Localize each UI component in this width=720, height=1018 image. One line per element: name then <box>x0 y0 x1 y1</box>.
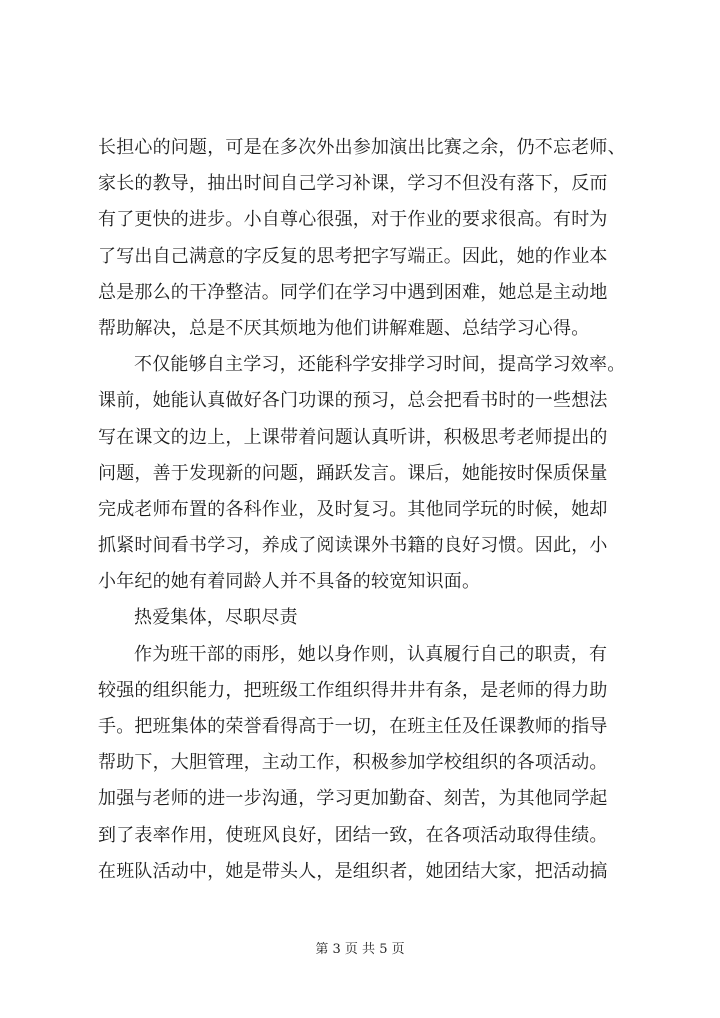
heading-line: 热爱集体，尽职尽责 <box>134 607 298 629</box>
text-line: 总是那么的干净整洁。同学们在学习中遇到困难，她总是主动地 <box>98 281 608 303</box>
text-line: 问题，善于发现新的问题，踊跃发言。课后，她能按时保质保量 <box>98 462 608 484</box>
text-line: 了写出自己满意的字反复的思考把字写端正。因此，她的作业本 <box>98 245 608 267</box>
text-line: 抓紧时间看书学习，养成了阅读课外书籍的良好习惯。因此，小 <box>98 535 608 557</box>
text-line: 帮助解决，总是不厌其烦地为他们讲解难题、总结学习心得。 <box>98 317 590 339</box>
paragraph-1 <box>98 130 638 347</box>
paragraph-2 <box>98 347 638 600</box>
page-number-footer: 第 3 页 共 5 页 <box>315 942 405 957</box>
text-line: 有了更快的进步。小自尊心很强，对于作业的要求很高。有时为 <box>98 209 608 231</box>
text-line: 长担心的问题，可是在多次外出参加演出比赛之余，仍不忘老师、 <box>98 137 626 158</box>
text-line: 小年纪的她有着同龄人并不具备的较宽知识面。 <box>98 571 481 593</box>
text-line: 较强的组织能力，把班级工作组织得井井有条，是老师的得力助 <box>98 679 608 701</box>
text-line: 写在课文的边上，上课带着问题认真听讲，积极思考老师提出的 <box>98 426 608 448</box>
text-line: 在班队活动中，她是带头人，是组织者，她团结大家，把活动搞 <box>98 860 608 882</box>
text-line: 完成老师布置的各科作业，及时复习。其他同学玩的时候，她却 <box>98 498 608 520</box>
paragraph-3 <box>98 637 638 890</box>
text-line: 到了表率作用，使班风良好，团结一致，在各项活动取得佳绩。 <box>98 824 608 846</box>
text-line: 不仅能够自主学习，还能科学安排学习时间，提高学习效率。 <box>134 354 626 376</box>
text-line: 加强与老师的进一步沟通，学习更加勤奋、刻苦，为其他同学起 <box>98 788 608 810</box>
text-line: 作为班干部的雨彤，她以身作则，认真履行自己的职责，有 <box>134 643 608 665</box>
document-body <box>98 130 638 890</box>
text-line: 手。把班集体的荣誉看得高于一切，在班主任及任课教师的指导 <box>98 716 608 737</box>
section-heading <box>98 600 638 636</box>
text-line: 家长的教导，抽出时间自己学习补课，学习不但没有落下，反而 <box>98 173 608 195</box>
text-line: 课前，她能认真做好各门功课的预习，总会把看书时的一些想法 <box>98 390 608 412</box>
text-line: 帮助下，大胆管理，主动工作，积极参加学校组织的各项活动。 <box>98 752 608 774</box>
